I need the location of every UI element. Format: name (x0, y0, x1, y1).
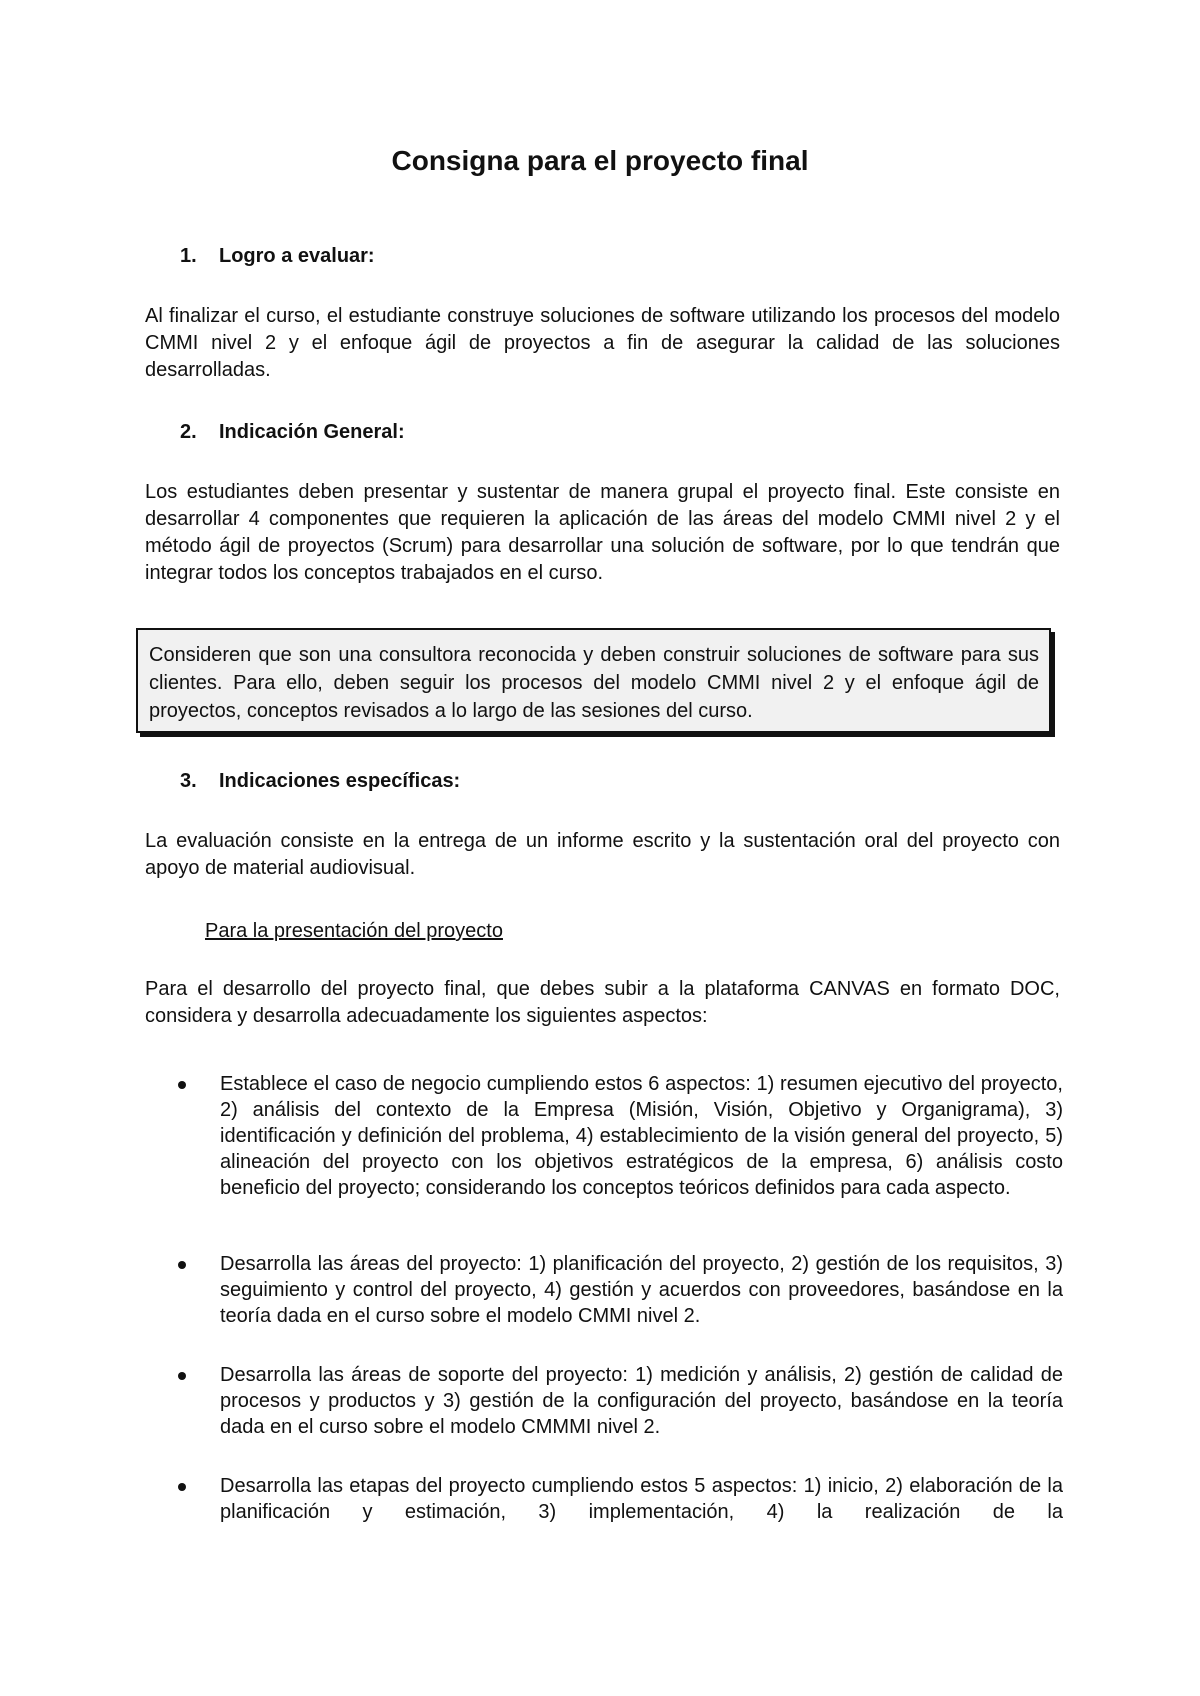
indicaciones-especificas-paragraph: La evaluación consiste en la entrega de un informe escrito y la sustentación oral del proyecto con apoyo de material audiovisual. (145, 830, 1060, 879)
section-heading-indicaciones-especificas (180, 770, 460, 793)
section-heading-text: Logro a evaluar: (219, 245, 375, 267)
bullet-icon (178, 1483, 186, 1491)
indicacion-general-paragraph: Los estudiantes deben presentar y sustentar de manera grupal el proyecto final. Este consiste en desarrollar 4 componentes que requieren la aplicación de las áreas del modelo CMMI nivel 2 y el método ágil de proyectos (Scrum) para desarrollar una solución de software, por lo que tendrán que integrar todos los conceptos trabajados en el curso. (145, 481, 1060, 584)
section-heading-text: Indicaciones específicas: (219, 770, 461, 792)
logro-paragraph: Al finalizar el curso, el estudiante construye soluciones de software utilizando los procesos del modelo CMMI nivel 2 y el enfoque ágil de proyectos a fin de asegurar la calidad de las soluciones desarrolladas. (145, 305, 1060, 381)
callout-box (136, 628, 1051, 733)
list-item-text: Desarrolla las etapas del proyecto cumpliendo estos 5 aspectos: 1) inicio, 2) elaboración de la planificación y estimación, 3) implementación, 4) la realización de la (220, 1475, 1063, 1523)
desarrollo-intro-paragraph: Para el desarrollo del proyecto final, que debes subir a la plataforma CANVAS en formato DOC, considera y desarrolla adecuadamente los siguientes aspectos: (145, 978, 1060, 1027)
section-number: 3. (180, 770, 197, 792)
callout-text: Consideren que son una consultora reconocida y deben construir soluciones de software para sus clientes. Para ello, deben seguir los procesos del modelo CMMI nivel 2 y el enfoque ágil de proyectos, conceptos revisados a lo largo de las sesiones del curso. (149, 644, 1039, 722)
section-heading-indicacion-general (180, 421, 405, 444)
presentation-subheading: Para la presentación del proyecto (205, 920, 503, 942)
bullet-icon (178, 1372, 186, 1380)
section-number: 2. (180, 421, 197, 443)
list-item-text: Desarrolla las áreas de soporte del proyecto: 1) medición y análisis, 2) gestión de calidad de procesos y productos y 3) gestión de la configuración del proyecto, basándose en la teoría dada en el curso sobre el modelo CMMMI nivel 2. (220, 1364, 1063, 1438)
list-item-text: Desarrolla las áreas del proyecto: 1) planificación del proyecto, 2) gestión de los requisitos, 3) seguimiento y control del proyecto, 4) gestión y acuerdos con proveedores, basándose en la teoría dada en el curso sobre el modelo CMMI nivel 2. (220, 1253, 1063, 1327)
section-heading-text: Indicación General: (219, 421, 405, 443)
document-title: Consigna para el proyecto final (391, 145, 809, 176)
bullet-icon (178, 1081, 186, 1089)
list-item-text: Establece el caso de negocio cumpliendo estos 6 aspectos: 1) resumen ejecutivo del proyecto, 2) análisis del contexto de la Empresa (Misión, Visión, Objetivo y Organigrama), 3) identificación y definición del problema, 4) establecimiento de la visión general del proyecto, 5) alineación del proyecto con los objetivos estratégicos de la empresa, 6) análisis costo beneficio del proyecto; considerando los conceptos teóricos definidos para cada aspecto. (220, 1073, 1063, 1199)
section-heading-logro (180, 245, 375, 268)
bullet-icon (178, 1261, 186, 1269)
section-number: 1. (180, 245, 197, 267)
